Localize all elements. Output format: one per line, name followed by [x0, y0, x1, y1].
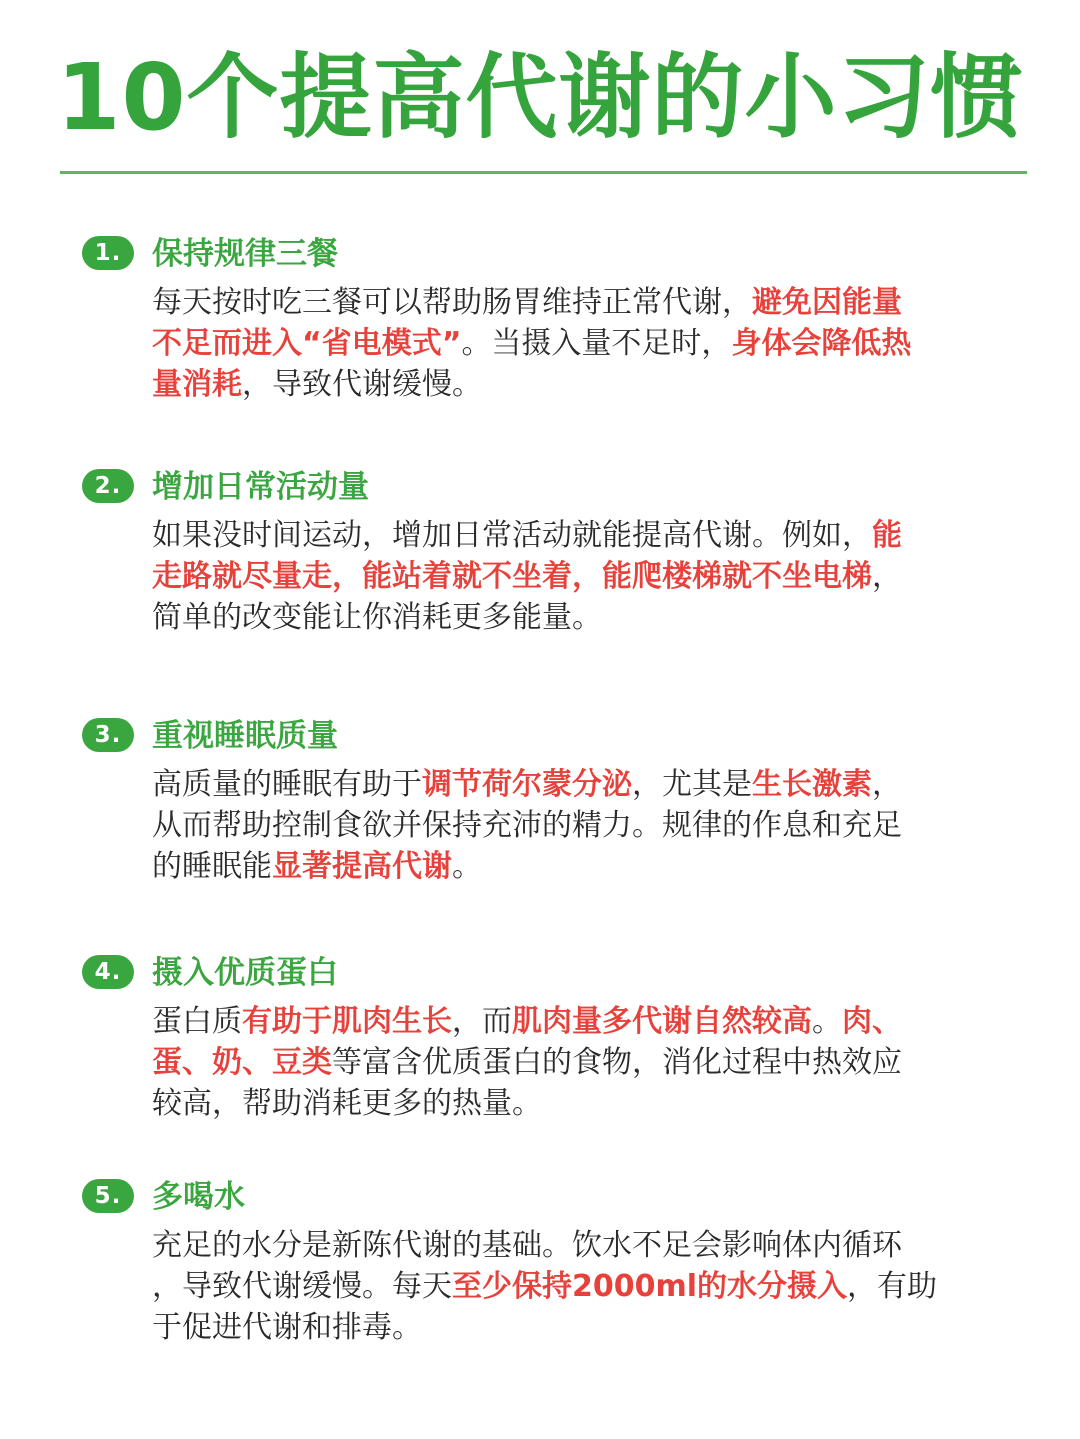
section-body [152, 282, 1032, 405]
highlight-text: 量消耗 [152, 367, 242, 402]
paragraph-line [152, 364, 1032, 405]
body-text: 等富含优质蛋白的食物，消化过程中热效应 [332, 1045, 902, 1080]
body-text: 。 [812, 1004, 842, 1039]
body-text: 如果没时间运动，增加日常活动就能提高代谢。例如， [152, 518, 872, 553]
paragraph-line [152, 515, 1032, 556]
habit-section-2 [82, 465, 1032, 638]
highlight-text: 能 [872, 518, 902, 553]
body-text: ， [872, 559, 902, 594]
paragraph-line [152, 282, 1032, 323]
section-heading: 保持规律三餐 [152, 236, 338, 272]
number-badge: 5. [82, 1179, 134, 1213]
highlight-text: 蛋、奶、豆类 [152, 1045, 332, 1080]
body-text: 每天按时吃三餐可以帮助肠胃维持正常代谢， [152, 285, 752, 320]
body-text: ，尤其是 [632, 767, 752, 802]
body-text: 。 [452, 849, 482, 884]
section-heading: 摄入优质蛋白 [152, 955, 338, 991]
paragraph-line [152, 1307, 1032, 1348]
body-text: ，导致代谢缓慢。每天 [152, 1269, 452, 1304]
paragraph-line [152, 1001, 1032, 1042]
section-body [152, 1225, 1032, 1348]
section-body [152, 515, 1032, 638]
paragraph-line [152, 1083, 1032, 1124]
section-heading: 多喝水 [152, 1179, 245, 1215]
habit-section-1 [82, 232, 1032, 405]
paragraph-line [152, 323, 1032, 364]
section-body [152, 1001, 1032, 1124]
number-badge: 4. [82, 955, 134, 989]
body-text: 。当摄入量不足时， [461, 326, 732, 361]
highlight-text: 走路就尽量走，能站着就不坐着，能爬楼梯就不坐电梯 [152, 559, 872, 594]
habit-section-4 [82, 951, 1032, 1124]
highlight-text: 生长激素 [752, 767, 872, 802]
body-text: 蛋白质 [152, 1004, 242, 1039]
paragraph-line [152, 805, 1032, 846]
body-text: 的睡眠能 [152, 849, 272, 884]
number-badge: 3. [82, 718, 134, 752]
paragraph-line [152, 556, 1032, 597]
body-text: ，而 [452, 1004, 512, 1039]
body-text: 于促进代谢和排毒。 [152, 1310, 422, 1345]
paragraph-line [152, 1266, 1032, 1307]
habit-section-5 [82, 1175, 1032, 1348]
highlight-text: 显著提高代谢 [272, 849, 452, 884]
paragraph-line [152, 597, 1032, 638]
section-header [82, 714, 1032, 758]
highlight-text: 身体会降低热 [731, 326, 912, 361]
title-divider [60, 171, 1027, 174]
section-header [82, 232, 1032, 276]
section-heading: 增加日常活动量 [152, 469, 369, 505]
highlight-text: 避免因能量 [752, 285, 902, 320]
paragraph-line [152, 764, 1032, 805]
highlight-text: 调节荷尔蒙分泌 [422, 767, 632, 802]
paragraph-line [152, 1225, 1032, 1266]
highlight-text: 有助于肌肉生长 [242, 1004, 452, 1039]
body-text: 充足的水分是新陈代谢的基础。饮水不足会影响体内循环 [152, 1228, 902, 1263]
body-text: 从而帮助控制食欲并保持充沛的精力。规律的作息和充足 [152, 808, 902, 843]
section-header [82, 951, 1032, 995]
habit-section-3 [82, 714, 1032, 887]
paragraph-line [152, 846, 1032, 887]
body-text: 较高，帮助消耗更多的热量。 [152, 1086, 542, 1121]
body-text: 高质量的睡眠有助于 [152, 767, 422, 802]
highlight-text: 肌肉量多代谢自然较高 [512, 1004, 812, 1039]
number-badge: 1. [82, 236, 134, 270]
body-text: ，有助 [847, 1269, 938, 1304]
section-header [82, 1175, 1032, 1219]
page-title: 10个提高代谢的小习惯 [56, 44, 1024, 151]
body-text: ， [872, 767, 902, 802]
section-heading: 重视睡眠质量 [152, 718, 338, 754]
section-body [152, 764, 1032, 887]
number-badge: 2. [82, 469, 134, 503]
highlight-text: 肉、 [842, 1004, 902, 1039]
highlight-text: 不足而进入“省电模式” [152, 326, 462, 361]
body-text: 简单的改变能让你消耗更多能量。 [152, 600, 602, 635]
paragraph-line [152, 1042, 1032, 1083]
section-header [82, 465, 1032, 509]
body-text: ，导致代谢缓慢。 [242, 367, 482, 402]
highlight-text: 至少保持2000ml的水分摄入 [452, 1269, 848, 1304]
